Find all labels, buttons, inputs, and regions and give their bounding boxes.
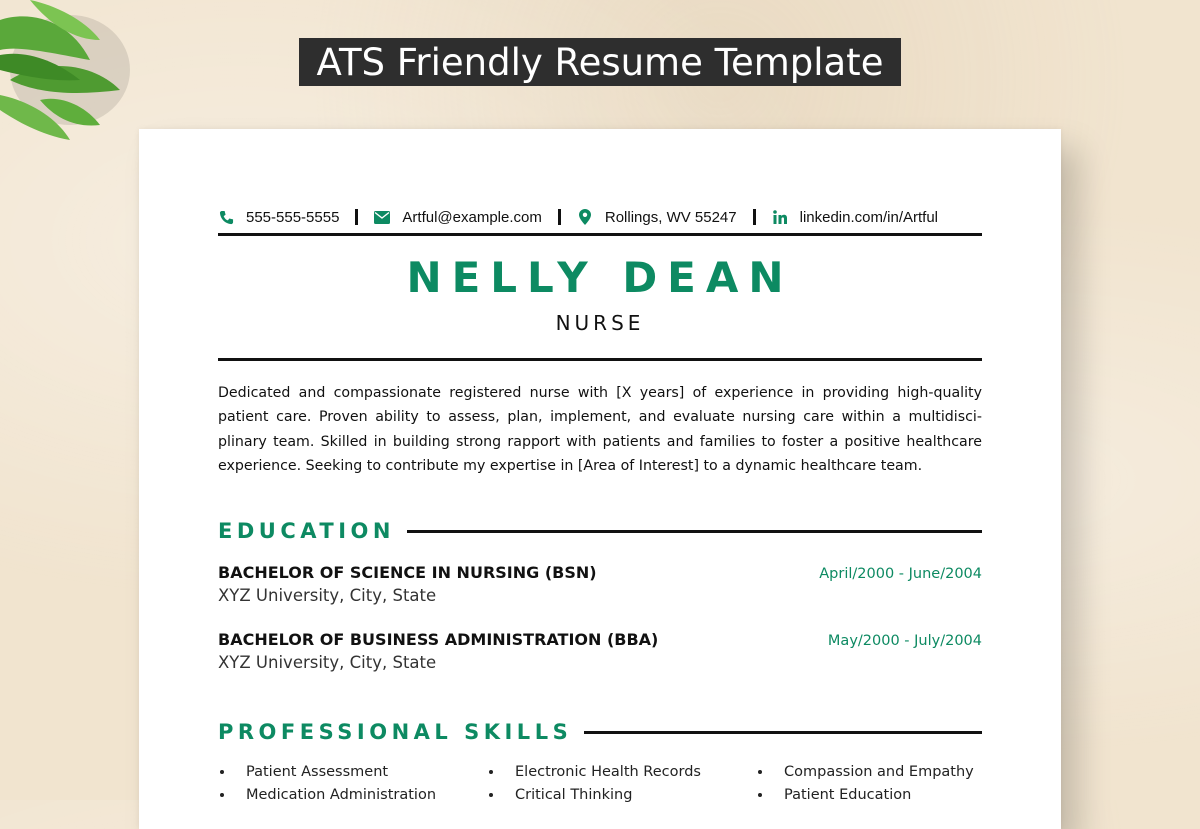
candidate-role: NURSE bbox=[555, 311, 645, 335]
contact-divider bbox=[355, 209, 358, 225]
plant-decoration bbox=[0, 0, 160, 150]
email-text: Artful@example.com bbox=[402, 208, 542, 226]
degree-dates: May/2000 - July/2004 bbox=[827, 633, 982, 649]
bullet-icon bbox=[220, 793, 224, 797]
section-rule bbox=[584, 731, 982, 734]
summary-paragraph: Dedicated and compassionate registered nurse with [X years] of experience in providing high-quality patient care. Proven ability to assess, plan, implement, and evaluate nursing care within a multidisci-plinary team. Skilled in building strong rapport with patients and families to foster a positive healthcare experience. Seeking to contribute my expertise in [Area of Interest] to a dynamic healthcare team. bbox=[218, 385, 982, 474]
degree-school: XYZ University, City, State bbox=[218, 586, 437, 605]
resume-page bbox=[139, 129, 1061, 829]
bullet-icon bbox=[220, 770, 224, 774]
education-entry bbox=[218, 563, 982, 605]
location-text: Rollings, WV 55247 bbox=[604, 208, 737, 226]
list-item bbox=[218, 763, 487, 781]
envelope-icon bbox=[374, 209, 390, 225]
education-heading: EDUCATION bbox=[218, 519, 395, 543]
skills-section-header bbox=[218, 717, 982, 747]
contact-divider bbox=[753, 209, 756, 225]
degree-title: BACHELOR OF SCIENCE IN NURSING (BSN) bbox=[218, 563, 597, 582]
skills-list bbox=[218, 763, 982, 804]
candidate-name: NELLY DEAN bbox=[406, 253, 794, 302]
header-rule-top bbox=[218, 233, 982, 236]
contact-email bbox=[374, 209, 541, 226]
list-item bbox=[756, 786, 982, 804]
degree-title: BACHELOR OF BUSINESS ADMINISTRATION (BBA) bbox=[218, 630, 659, 649]
bullet-icon bbox=[489, 793, 493, 797]
bullet-icon bbox=[758, 793, 762, 797]
skill-label: Electronic Health Records bbox=[515, 764, 701, 780]
contact-bar bbox=[218, 205, 982, 229]
list-item bbox=[218, 786, 487, 804]
list-item bbox=[756, 763, 982, 781]
skill-label: Patient Assessment bbox=[246, 764, 389, 780]
linkedin-text: linkedin.com/in/Artful bbox=[799, 208, 939, 226]
list-item bbox=[487, 763, 756, 781]
section-rule bbox=[407, 530, 982, 533]
degree-dates: April/2000 - June/2004 bbox=[819, 566, 982, 582]
education-entry bbox=[218, 630, 982, 672]
phone-text: 555-555-5555 bbox=[246, 208, 340, 226]
degree-school: XYZ University, City, State bbox=[218, 653, 437, 672]
bullet-icon bbox=[489, 770, 493, 774]
skill-label: Critical Thinking bbox=[515, 787, 633, 803]
contact-phone bbox=[218, 209, 339, 226]
education-section-header bbox=[218, 516, 982, 546]
skill-label: Patient Education bbox=[784, 787, 912, 803]
skill-label: Compassion and Empathy bbox=[784, 764, 974, 780]
list-item bbox=[487, 786, 756, 804]
bullet-icon bbox=[758, 770, 762, 774]
contact-location bbox=[577, 209, 737, 226]
header-rule-bottom bbox=[218, 358, 982, 361]
skill-label: Medication Administration bbox=[246, 787, 437, 803]
phone-icon bbox=[218, 209, 234, 225]
contact-linkedin bbox=[772, 209, 938, 226]
banner-title: ATS Friendly Resume Template bbox=[299, 38, 901, 86]
map-pin-icon bbox=[577, 209, 593, 225]
linkedin-icon bbox=[772, 209, 788, 225]
skills-heading: PROFESSIONAL SKILLS bbox=[218, 720, 573, 744]
contact-divider bbox=[558, 209, 561, 225]
